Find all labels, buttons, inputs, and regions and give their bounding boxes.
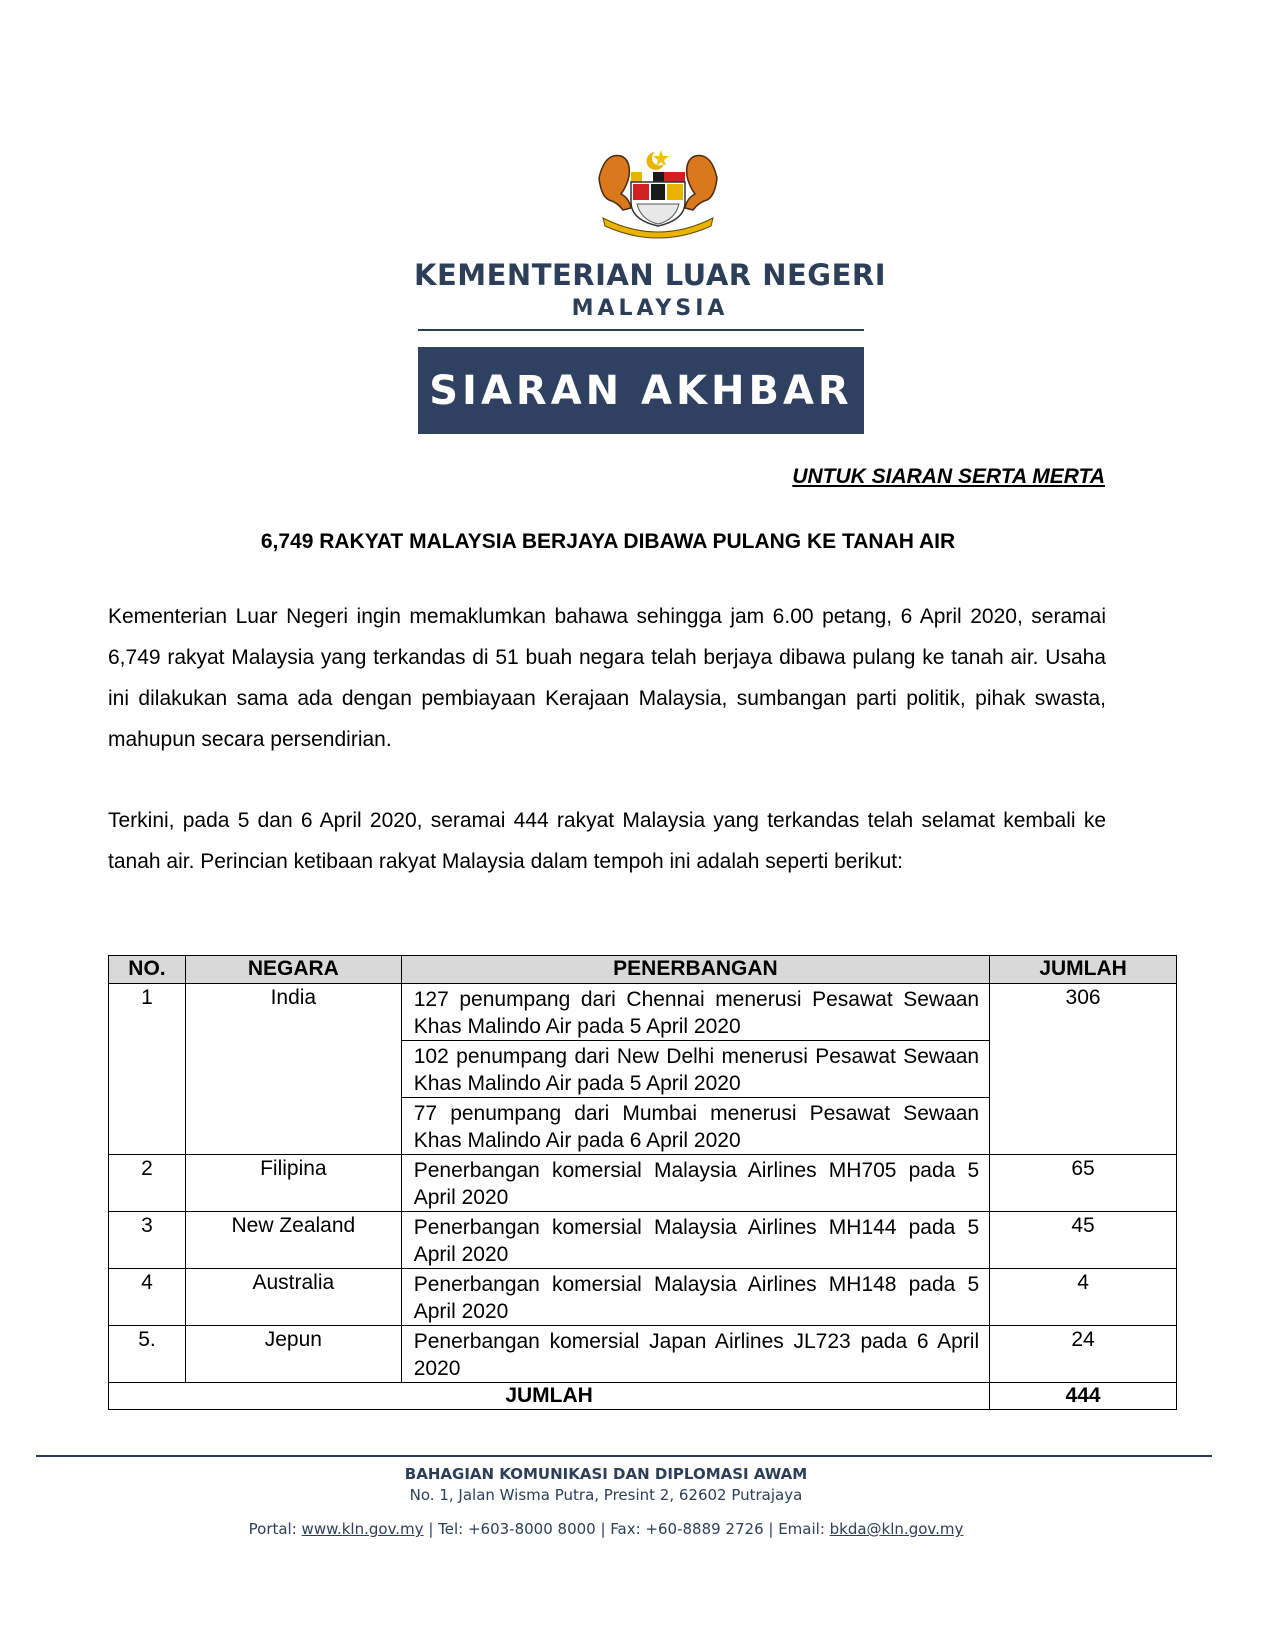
row-country: Australia — [185, 1269, 401, 1326]
footer-contacts — [0, 1520, 1212, 1538]
country-name: MALAYSIA — [571, 296, 729, 321]
row-flight: 102 penumpang dari New Delhi menerusi Pesawat Sewaan Khas Malindo Air pada 5 April 2020 — [401, 1041, 989, 1098]
footer-divider — [36, 1455, 1212, 1457]
table-row — [109, 1212, 1177, 1269]
row-flight: Penerbangan komersial Malaysia Airlines MH148 pada 5 April 2020 — [401, 1269, 989, 1326]
paragraph-1: Kementerian Luar Negeri ingin memaklumkan bahawa sehingga jam 6.00 petang, 6 April 2020, seramai 6,749 rakyat Malaysia yang terkandas di 51 buah negara telah berjaya dibawa pulang ke tanah air. Usaha ini dilakukan sama ada dengan pembiayaan Kerajaan Malaysia, sumbangan parti politik, pihak swasta, mahupun secara persendirian. — [108, 605, 1106, 751]
release-tag: UNTUK SIARAN SERTA MERTA — [792, 465, 1105, 488]
row-flight: 77 penumpang dari Mumbai menerusi Pesawat Sewaan Khas Malindo Air pada 6 April 2020 — [401, 1098, 989, 1155]
table-header-row — [109, 956, 1177, 984]
row-total: 65 — [990, 1155, 1177, 1212]
table-row — [109, 1326, 1177, 1383]
row-total: 4 — [990, 1269, 1177, 1326]
row-no: 2 — [109, 1155, 186, 1212]
row-no: 5. — [109, 1326, 186, 1383]
repatriation-table — [108, 955, 1177, 1410]
portal-label: Portal: — [248, 1520, 302, 1538]
table-total-row — [109, 1383, 1177, 1410]
total-label: JUMLAH — [109, 1383, 990, 1410]
header-country: NEGARA — [185, 956, 401, 984]
row-no: 3 — [109, 1212, 186, 1269]
row-total: 45 — [990, 1212, 1177, 1269]
row-flight: Penerbangan komersial Japan Airlines JL723 pada 6 April 2020 — [401, 1326, 989, 1383]
row-no: 4 — [109, 1269, 186, 1326]
header-no: NO. — [109, 956, 186, 984]
row-country: Jepun — [185, 1326, 401, 1383]
table-row — [109, 1269, 1177, 1326]
row-country: New Zealand — [185, 1212, 401, 1269]
row-flight: Penerbangan komersial Malaysia Airlines MH144 pada 5 April 2020 — [401, 1212, 989, 1269]
header-divider — [418, 329, 864, 331]
header-flights: PENERBANGAN — [401, 956, 989, 984]
contact-numbers: | Tel: +603-8000 8000 | Fax: +60-8889 2726 | Email: — [423, 1520, 830, 1538]
row-total: 306 — [990, 984, 1177, 1155]
row-country: Filipina — [185, 1155, 401, 1212]
row-flight: Penerbangan komersial Malaysia Airlines MH705 pada 5 April 2020 — [401, 1155, 989, 1212]
press-release-banner — [418, 347, 864, 434]
footer-address: No. 1, Jalan Wisma Putra, Presint 2, 62602 Putrajaya — [409, 1486, 803, 1504]
portal-link[interactable]: www.kln.gov.my — [301, 1520, 424, 1538]
row-no: 1 — [109, 984, 186, 1155]
row-total: 24 — [990, 1326, 1177, 1383]
coat-of-arms-emblem — [593, 148, 723, 240]
footer-division: BAHAGIAN KOMUNIKASI DAN DIPLOMASI AWAM — [404, 1465, 808, 1483]
headline: 6,749 RAKYAT MALAYSIA BERJAYA DIBAWA PULANG KE TANAH AIR — [260, 530, 956, 553]
ministry-name: KEMENTERIAN LUAR NEGERI — [413, 258, 887, 292]
paragraph-2: Terkini, pada 5 dan 6 April 2020, seramai 444 rakyat Malaysia yang terkandas telah selamat kembali ke tanah air. Perincian ketibaan rakyat Malaysia dalam tempoh ini adalah seperti berikut: — [108, 809, 1106, 873]
row-flight: 127 penumpang dari Chennai menerusi Pesawat Sewaan Khas Malindo Air pada 5 April 2020 — [401, 984, 989, 1041]
email-link[interactable]: bkda@kln.gov.my — [829, 1520, 964, 1538]
table-row — [109, 1155, 1177, 1212]
total-value: 444 — [990, 1383, 1177, 1410]
table-row — [109, 984, 1177, 1041]
banner-title: SIARAN AKHBAR — [429, 367, 853, 414]
row-country: India — [185, 984, 401, 1155]
header-total: JUMLAH — [990, 956, 1177, 984]
